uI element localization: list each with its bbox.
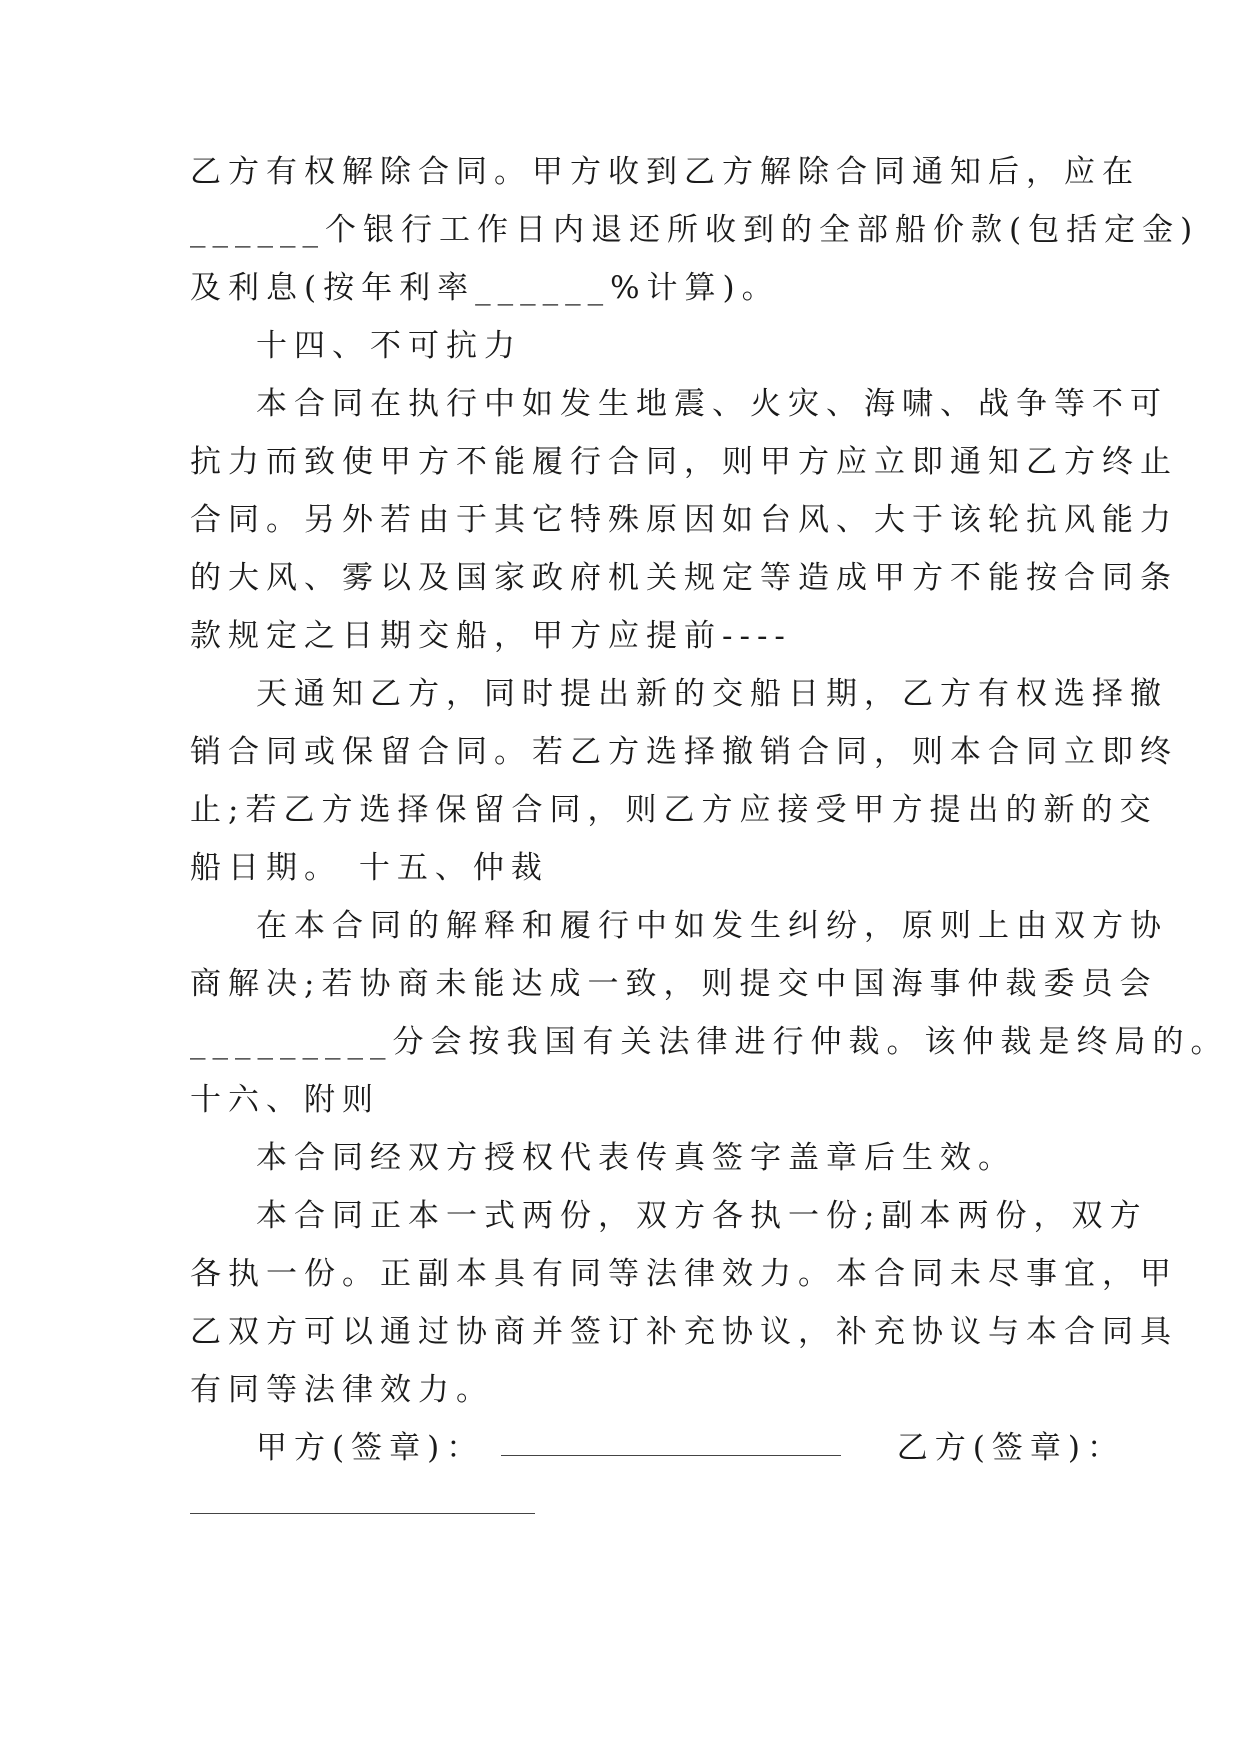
text-line: 款规定之日期交船，甲方应提前---- [190,618,792,654]
text-line: 商解决;若协商未能达成一致，则提交中国海事仲裁委员会 [190,966,1158,1002]
text-line: 乙双方可以通过协商并签订补充协议，补充协议与本合同具 [190,1314,1178,1350]
text-line: 合同。另外若由于其它特殊原因如台风、大于该轮抗风能力 [190,502,1178,538]
text-line: 乙方有权解除合同。甲方收到乙方解除合同通知后，应在 [190,154,1140,190]
text-line: _________分会按我国有关法律进行仲裁。该仲裁是终局的。 [190,1024,1229,1060]
text-line: 船日期。 十五、仲裁 [190,850,549,886]
text-line: 及利息(按年利率______%计算)。 [190,270,780,306]
text-line: 止;若乙方选择保留合同，则乙方应接受甲方提出的新的交 [190,792,1158,828]
text-line: 各执一份。正副本具有同等法律效力。本合同未尽事宜，甲 [190,1256,1178,1292]
text-line: 在本合同的解释和履行中如发生纠纷，原则上由双方协 [256,908,1168,944]
section-heading: 十四、不可抗力 [256,328,522,364]
text-line: 抗力而致使甲方不能履行合同，则甲方应立即通知乙方终止 [190,444,1178,480]
text-line: 的大风、雾以及国家政府机关规定等造成甲方不能按合同条 [190,560,1178,596]
text-line: 有同等法律效力。 [190,1372,494,1408]
party-b-signature-label: 乙方(签章)： [896,1430,1125,1466]
text-line: 天通知乙方，同时提出新的交船日期，乙方有权选择撤 [256,676,1168,712]
party-a-signature-label: 甲方(签章)： [256,1430,485,1466]
section-heading: 十六、附则 [190,1082,380,1118]
text-line: 本合同经双方授权代表传真签字盖章后生效。 [256,1140,1016,1176]
text-line: 本合同在执行中如发生地震、火灾、海啸、战争等不可 [256,386,1168,422]
signature-line [256,1428,1125,1468]
party-a-signature-blank [501,1455,841,1456]
party-b-signature-blank [190,1513,535,1514]
text-line: 本合同正本一式两份，双方各执一份;副本两份，双方 [256,1198,1148,1234]
text-line: 销合同或保留合同。若乙方选择撤销合同，则本合同立即终 [190,734,1178,770]
party-b-signature-line [190,1486,535,1526]
text-line: ______个银行工作日内退还所收到的全部船价款(包括定金) [190,212,1200,248]
